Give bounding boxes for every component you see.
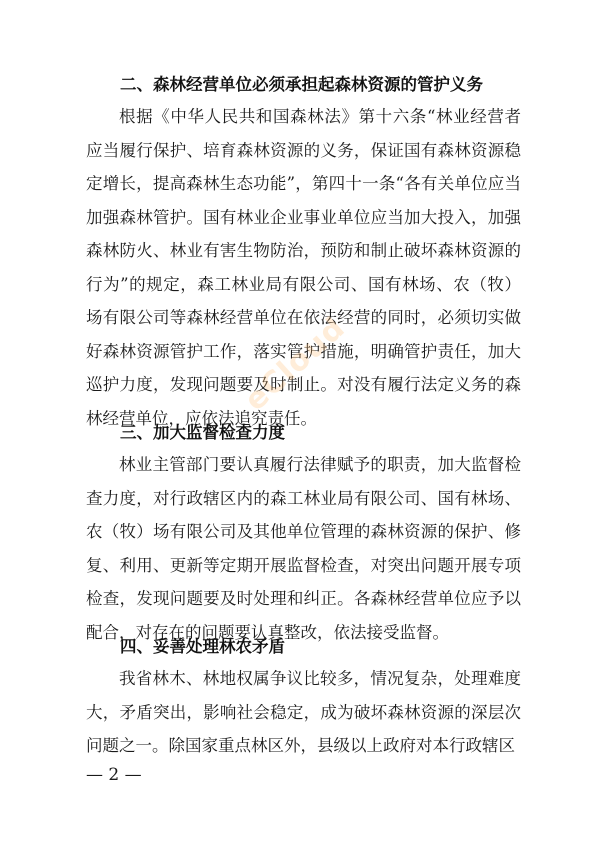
section-2-heading: 二、森林经营单位必须承担起森林资源的管护义务 [120, 75, 483, 94]
section-2-paragraph: 根据《中华人民共和国森林法》第十六条“林业经营者应当履行保护、培育森林资源的义务，保证国有森林资源稳定增长，提高森林生态功能”，第四十一条“各有关单位应当加强森林管护。国有林业企业事业单位应当加大投入，加强森林防火、林业有害生物防治，预防和制止破坏森林资源的行为”的规定，森工林业局有限公司、国有林场、农（牧）场有限公司等森林经营单位在依法经营的同时，必须切实做好森林资源管护工作，落实管护措施，明确管护责任，加大巡护力度，发现问题要及时制止。对没有履行法定义务的森林经营单位，应依法追究责任。 [86, 107, 521, 428]
section-4-heading: 四、妥善处理林农矛盾 [120, 637, 285, 656]
watermark-text: eCloud [238, 310, 353, 419]
section-3-paragraph: 林业主管部门要认真履行法律赋予的职责，加大监督检查力度，对行政辖区内的森工林业局有限公司、国有林场、农（牧）场有限公司及其他单位管理的森林资源的保护、修复、利用、更新等定期开展监督检查，对突出问题开展专项检查，发现问题要及时处理和纠正。各森林经营单位应予以配合，对存在的问题要认真整改，依法接受监督。 [86, 455, 521, 642]
section-4-paragraph: 我省林木、林地权属争议比较多，情况复杂，处理难度大，矛盾突出，影响社会稳定，成为破坏森林资源的深层次问题之一。除国家重点林区外，县级以上政府对本行政辖区 [86, 669, 521, 755]
section-3-heading: 三、加大监督检查力度 [120, 423, 285, 442]
page-number: — 2 — [86, 765, 142, 785]
